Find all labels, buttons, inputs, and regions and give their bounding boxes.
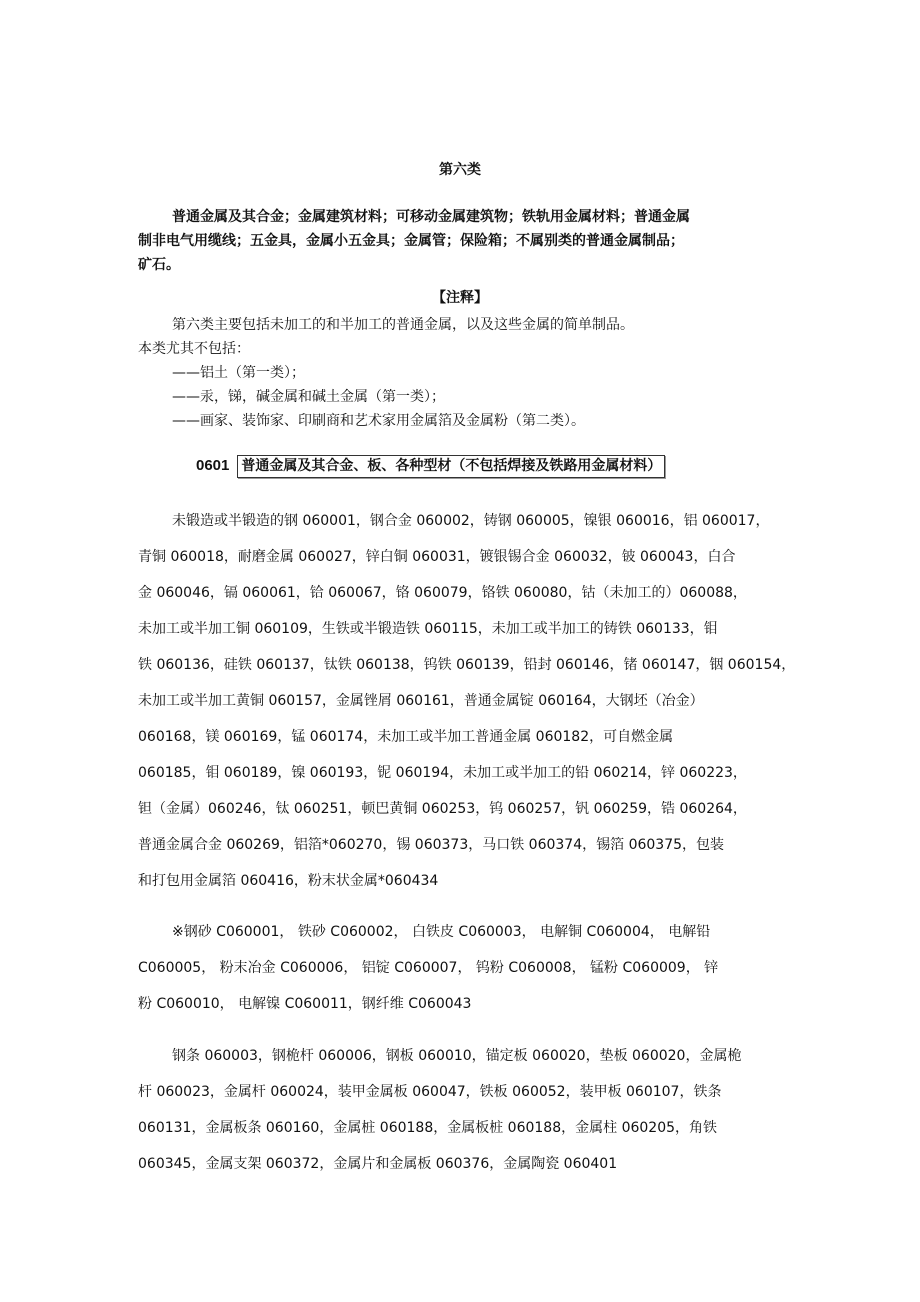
goods-line: 未加工或半加工黄铜 060157，金属锉屑 060161，普通金属锭 060164，大钢坯（冶金） xyxy=(138,693,704,709)
notes-exclusion-item: ——铝土（第一类）； xyxy=(172,365,305,381)
goods-line: 和打包用金属箔 060416，粉末状金属*060434 xyxy=(138,873,439,889)
goods-line: ※钢砂 C060001， 铁砂 C060002， 白铁皮 C060003， 电解铜 C060004， 电解铅 xyxy=(172,924,711,940)
notes-line: 本类尤其不包括： xyxy=(138,341,250,357)
goods-line: 060168，镁 060169，锰 060174，未加工或半加工普通金属 060182，可自燃金属 xyxy=(138,729,674,745)
notes-body xyxy=(138,313,634,433)
goods-line: C060005， 粉末冶金 C060006， 铝锭 C060007， 钨粉 C060008， 锰粉 C060009， 锌 xyxy=(138,960,719,976)
notes-exclusion-item: ——画家、装饰家、印刷商和艺术家用金属箔及金属粉（第二类）。 xyxy=(172,413,585,429)
class-title: 第六类 xyxy=(439,162,481,178)
group-title: 普通金属及其合金、板、各种型材（不包括焊接及铁路用金属材料） xyxy=(237,455,665,478)
goods-line: 普通金属合金 060269，铝箔*060270，锡 060373，马口铁 060374，锡箔 060375，包装 xyxy=(138,837,725,853)
goods-line: 060131，金属板条 060160，金属桩 060188，金属板桩 060188，金属柱 060205，角铁 xyxy=(138,1120,718,1136)
goods-paragraph-reference xyxy=(138,914,718,1022)
goods-paragraph-main xyxy=(138,503,795,899)
class-description-line: 制非电气用缆线；五金具，金属小五金具；金属管；保险箱；不属别类的普通金属制品； xyxy=(138,233,684,249)
group-code: 0601 xyxy=(196,457,230,474)
class-description xyxy=(138,205,788,277)
goods-line: 未锻造或半锻造的钢 060001，钢合金 060002，铸钢 060005，镍银 060016，铝 060017， xyxy=(172,513,770,529)
notes-heading: 【注释】 xyxy=(432,290,488,306)
class-description-line: 矿石。 xyxy=(138,257,180,273)
goods-line: 未加工或半加工铜 060109，生铁或半锻造铁 060115，未加工或半加工的铸铁 060133，钼 xyxy=(138,621,718,637)
goods-line: 杆 060023，金属杆 060024，装甲金属板 060047，铁板 060052，装甲板 060107，铁条 xyxy=(138,1084,722,1100)
class-description-line: 普通金属及其合金；金属建筑材料；可移动金属建筑物；铁轨用金属材料；普通金属 xyxy=(172,209,690,225)
notes-exclusion-item: ——汞，锑，碱金属和碱土金属（第一类）； xyxy=(172,389,445,405)
goods-line: 060345，金属支架 060372，金属片和金属板 060376，金属陶瓷 060401 xyxy=(138,1156,618,1172)
goods-line: 钽（金属）060246，钛 060251，顿巴黄铜 060253，钨 060257，钒 060259，锆 060264， xyxy=(138,801,747,817)
group-heading xyxy=(196,455,665,478)
goods-line: 金 060046，镉 060061，铪 060067，铬 060079，铬铁 060080，钴（未加工的）060088， xyxy=(138,585,747,601)
goods-line: 060185，钼 060189，镍 060193，铌 060194，未加工或半加工的铅 060214，锌 060223， xyxy=(138,765,747,781)
notes-line: 第六类主要包括未加工的和半加工的普通金属，以及这些金属的简单制品。 xyxy=(172,317,634,333)
goods-paragraph-plates xyxy=(138,1038,741,1182)
goods-line: 粉 C060010， 电解镍 C060011，钢纤维 C060043 xyxy=(138,996,472,1012)
goods-line: 铁 060136，硅铁 060137，钛铁 060138，钨铁 060139，铅封 060146，锗 060147，铟 060154， xyxy=(138,657,796,673)
goods-line: 青铜 060018，耐磨金属 060027，锌白铜 060031，镀银锡合金 060032，铍 060043，白合 xyxy=(138,549,736,565)
goods-line: 钢条 060003，钢桅杆 060006，钢板 060010，锚定板 060020，垫板 060020，金属桅 xyxy=(172,1048,742,1064)
